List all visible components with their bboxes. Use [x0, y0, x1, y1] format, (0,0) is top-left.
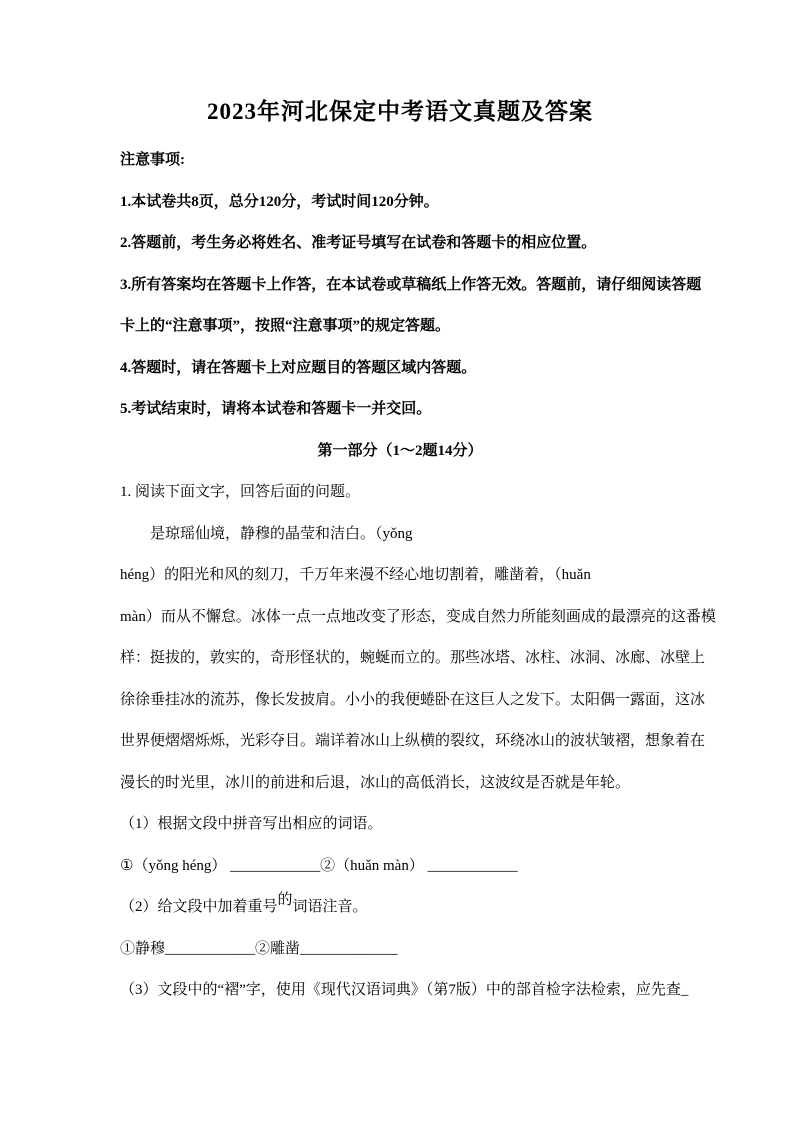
notice-item-4: 4.答题时，请在答题卡上对应题目的答题区域内答题。 [120, 359, 477, 376]
question-1-stem: 1. 阅读下面文字，回答后面的问题。 [120, 484, 361, 500]
passage-line-3: màn）而从不懈怠。冰体一点一点地改变了形态，变成自然力所能刻画成的最漂亮的这番模 [120, 608, 716, 625]
sub-question-1-blanks: ①（yǒng héng） ____________②（huǎn màn） ____________ [120, 857, 518, 874]
notice-item-1: 1.本试卷共8页，总分120分，考试时间120分钟。 [120, 193, 439, 210]
section-1-heading: 第一部分（1～2题14分） [317, 442, 483, 459]
passage-line-7: 漫长的时光里，冰川的前进和后退，冰山的高低消长，这波纹是否就是年轮。 [120, 774, 631, 791]
notice-heading: 注意事项: [120, 152, 185, 168]
passage-line-1: 是琼瑶仙境，静穆的晶莹和洁白。（yǒng [150, 525, 413, 542]
passage-line-6: 世界便熠熠烁烁，光彩夺目。端详着冰山上纵横的裂纹，环绕冰山的波状皱褶，想象着在 [120, 733, 706, 749]
sub-question-2-prompt-post: 词语注音。 [292, 899, 368, 915]
sub-question-1-prompt: （1）根据文段中拼音写出相应的词语。 [120, 816, 383, 832]
page-content [120, 96, 716, 1012]
sub-question-2-blanks: ①静穆____________②雕凿_____________ [120, 940, 398, 957]
notice-item-2: 2.答题前，考生务必将姓名、准考证号填写在试卷和答题卡的相应位置。 [120, 235, 597, 251]
sub-question-2-prompt-pre: （2）给文段中加着重号 [120, 899, 278, 915]
passage-line-4: 样：挺拔的，敦实的，奇形怪状的，蜿蜒而立的。那些冰塔、冰柱、冰洞、冰廊、冰壁上 [120, 650, 706, 666]
notice-item-3-line-2: 卡上的“注意事项”，按照“注意事项”的规定答题。 [120, 318, 451, 334]
sub-question-2-prompt [120, 887, 680, 929]
notice-item-5: 5.考试结束时，请将本试卷和答题卡一并交回。 [120, 401, 432, 417]
notice-item-3-line-1: 3.所有答案均在答题卡上作答，在本试卷或草稿纸上作答无效。答题前，请仔细阅读答题 [120, 276, 702, 293]
sub-question-3-prompt: （3）文段中的“褶”字，使用《现代汉语词典》（第7版）中的部首检字法检索，应先查_ [120, 982, 689, 998]
passage-line-5: 徐徐垂挂冰的流苏，像长发披肩。小小的我便蜷卧在这巨人之发下。太阳偶一露面，这冰 [120, 691, 706, 708]
sub-question-2-prompt-sup: 的 [277, 892, 293, 908]
passage-line-2: héng）的阳光和风的刻刀，千万年来漫不经心地切割着，雕凿着，（huǎn [120, 567, 591, 583]
exam-title: 2023年河北保定中考语文真题及答案 [207, 99, 593, 124]
